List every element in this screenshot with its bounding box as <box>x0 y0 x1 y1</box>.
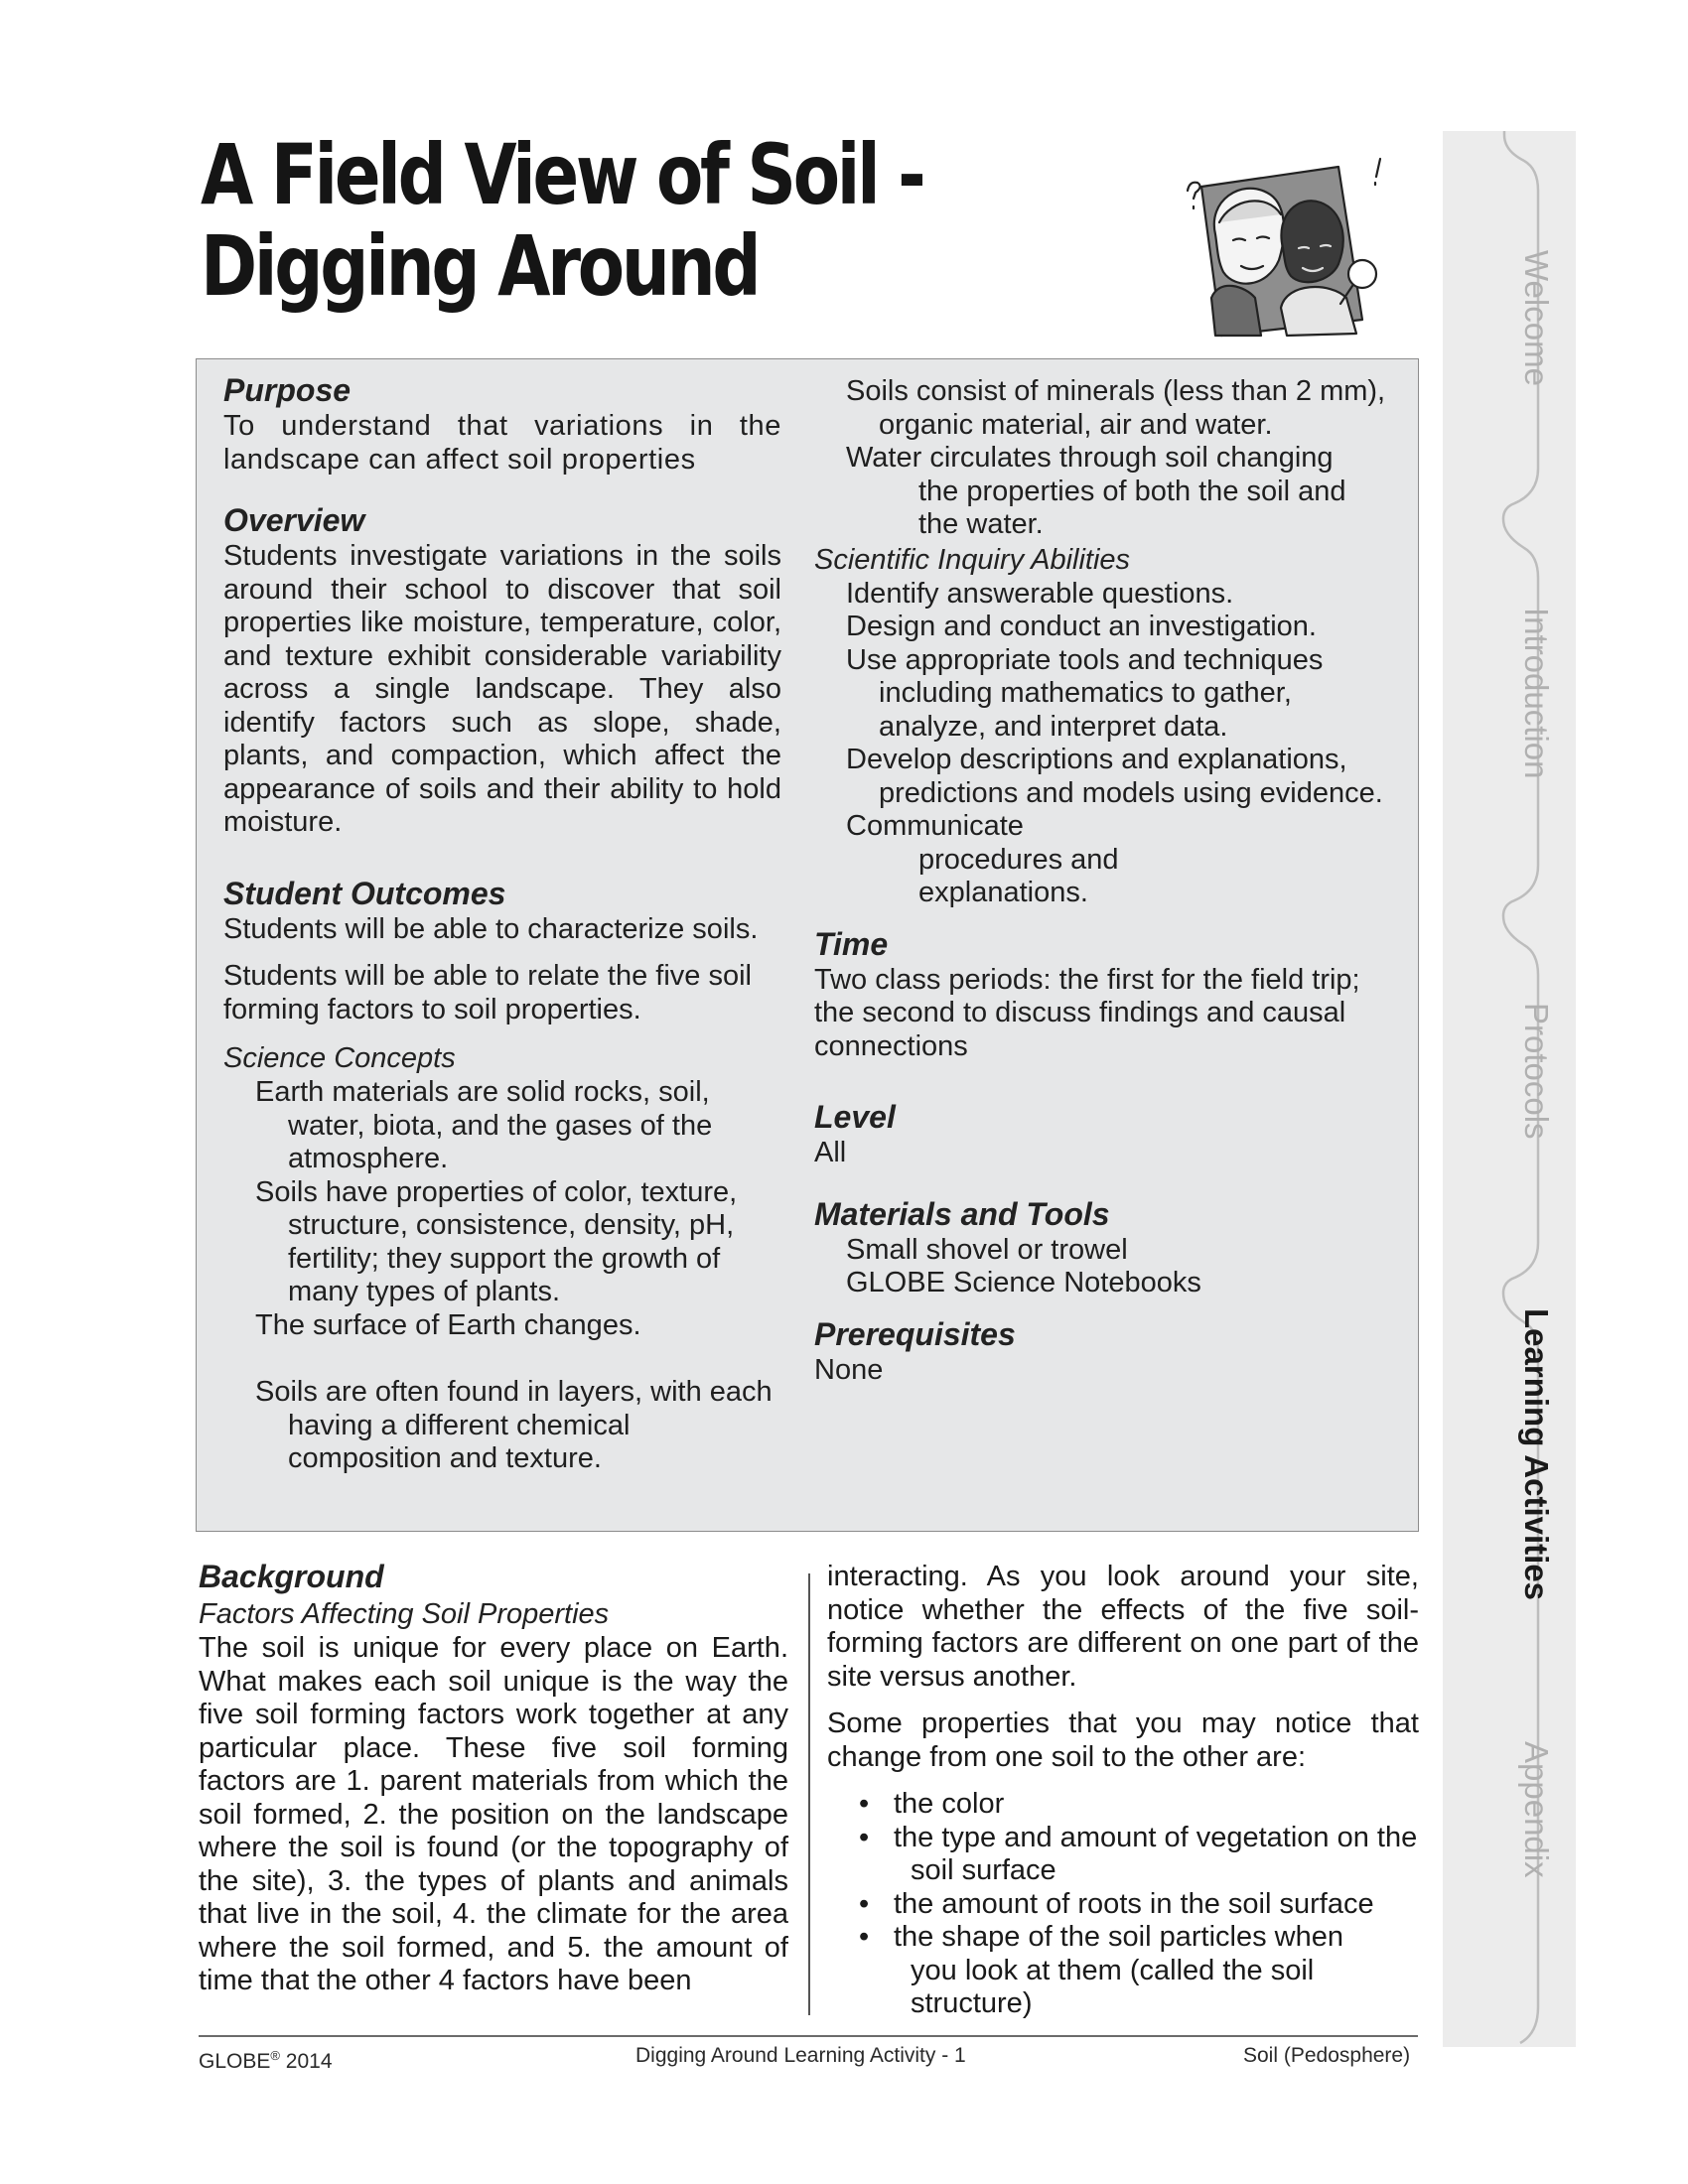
summary-right-column <box>814 375 1390 1387</box>
inquiry-2: Design and conduct an investigation. <box>846 611 1317 642</box>
prereq-heading: Prerequisites <box>814 1315 1016 1352</box>
background-heading: Background <box>199 1559 384 1594</box>
prereq-text: None <box>814 1353 884 1386</box>
list-item: • the amount of roots in the soil surface <box>859 1887 1374 1920</box>
tab-appendix[interactable]: Appendix <box>1518 1741 1555 1878</box>
inquiry-3: Use appropriate tools and techniques including mathematics to gather, analyze, and interpret data. <box>846 643 1324 743</box>
purpose-heading: Purpose <box>223 372 352 408</box>
material-1: Small shovel or trowel <box>846 1233 1128 1266</box>
background-paragraph-1-right: interacting. As you look around your site, notice whether the effects of the five soil-forming factors are different on one part of the site versus another. <box>827 1561 1419 1693</box>
list-item: • the color <box>859 1788 1005 1820</box>
footer-right: Soil (Pedosphere) <box>1243 2044 1411 2067</box>
science-concepts-heading: Science Concepts <box>223 1042 456 1074</box>
background-left-column <box>199 1557 788 1998</box>
inquiry-5: Communicate procedures and explanations. <box>846 810 1119 908</box>
list-item: • the type and amount of vegetation on the soil surface <box>859 1821 1418 1886</box>
inquiry-heading: Scientific Inquiry Abilities <box>814 543 1131 576</box>
background-paragraph-2: Some properties that you may notice that change from one soil to the other are: <box>827 1707 1419 1773</box>
level-heading: Level <box>814 1099 896 1135</box>
concept-5: Soils consist of minerals (less than 2 mm), organic material, air and water. <box>846 375 1386 441</box>
footer-left: GLOBE® 2014 <box>199 2048 333 2073</box>
concept-2: Soils have properties of color, texture, structure, consistence, density, pH, fertility; they support the growth of many types of plants. <box>255 1175 738 1307</box>
level-text: All <box>814 1137 847 1168</box>
tab-welcome[interactable]: Welcome <box>1518 250 1555 386</box>
outcome-2: Students will be able to relate the five soil forming factors to soil properties. <box>223 960 752 1025</box>
time-heading: Time <box>814 925 889 962</box>
material-2: GLOBE Science Notebooks <box>846 1267 1201 1298</box>
overview-text: Students investigate variations in the soils around their school to discover that soil properties like moisture, temperature, color, and texture exhibit considerable variability across a single landscape. They also identify factors such as slope, shade, plants, and compaction, which affect the appearance of soils and their ability to hold moisture. <box>223 540 781 838</box>
tab-introduction[interactable]: Introduction <box>1518 608 1555 779</box>
tab-learning-activities[interactable]: Learning Activities <box>1518 1308 1555 1601</box>
footer-center: Digging Around Learning Activity - 1 <box>635 2044 966 2067</box>
concept-3: The surface of Earth changes. <box>255 1308 641 1341</box>
overview-heading: Overview <box>223 502 365 538</box>
materials-heading: Materials and Tools <box>814 1195 1110 1232</box>
time-text: Two class periods: the first for the field trip; the second to discuss findings and causal connections <box>814 963 1360 1062</box>
background-paragraph-1-left: The soil is unique for every place on Earth. What makes each soil unique is the way the five soil forming factors work together at any particular place. These five soil forming factors are 1. parent materials from which the soil formed, 2. the position on the landscape where the soil is found (or the topography of the site), 3. the types of plants and animals that live in the soil, 4. the climate for the area where the soil formed, and 5. the amount of time that the other 4 factors have been <box>199 1632 788 1996</box>
summary-left-column <box>223 370 781 1476</box>
list-item: • the shape of the soil particles when you look at them (called the soil structure) <box>859 1921 1343 2019</box>
section-tabs <box>1443 131 1576 2047</box>
concept-1: Earth materials are solid rocks, soil, water, biota, and the gases of the atmosphere. <box>255 1076 713 1174</box>
background-subheading: Factors Affecting Soil Properties <box>199 1598 610 1630</box>
concept-6: Water circulates through soil changing the properties of both the soil and the water. <box>846 442 1346 540</box>
concept-4: Soils are often found in layers, with each having a different chemical composition and texture. <box>255 1376 773 1474</box>
column-divider <box>808 1573 810 2015</box>
purpose-text: To understand that variations in the landscape can affect soil properties <box>223 410 781 476</box>
inquiry-1: Identify answerable questions. <box>846 577 1234 610</box>
soil-properties-list <box>827 1788 1419 2021</box>
tab-protocols[interactable]: Protocols <box>1518 1003 1555 1140</box>
students-illustration <box>1172 149 1410 338</box>
background-right-column <box>827 1561 1419 2021</box>
title-line-2: Digging Around <box>201 217 759 315</box>
title-line-1: A Field View of Soil - <box>201 126 923 223</box>
page-title <box>201 126 1015 315</box>
outcomes-heading: Student Outcomes <box>223 875 506 911</box>
outcome-1: Students will be able to characterize soils. <box>223 912 759 945</box>
footer-divider <box>199 2035 1418 2037</box>
inquiry-4: Develop descriptions and explanations, predictions and models using evidence. <box>846 744 1383 809</box>
